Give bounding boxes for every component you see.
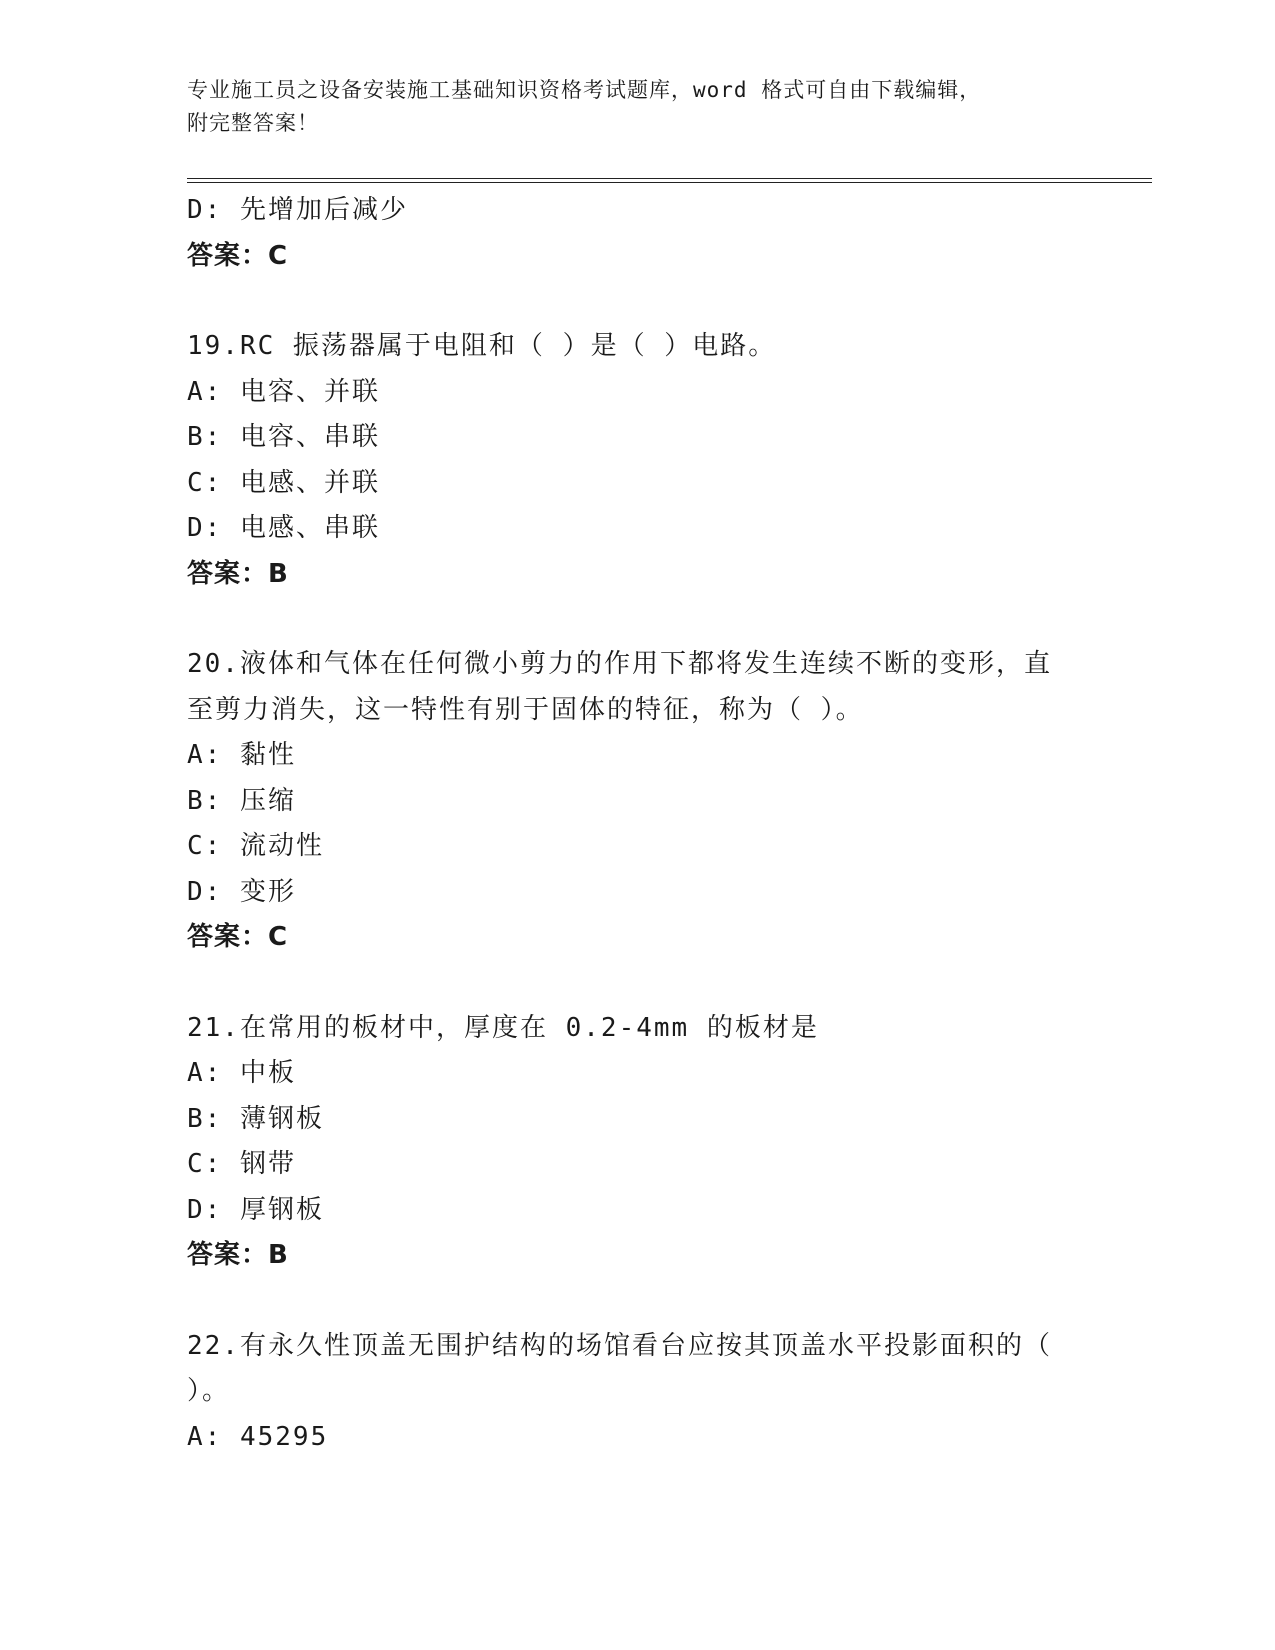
option-d: D: 变形 (187, 876, 296, 907)
spacer (187, 597, 1087, 642)
question-block-18 (187, 188, 1087, 279)
question-text: 21.在常用的板材中，厚度在 0.2-4mm 的板材是 (187, 1012, 819, 1043)
option-d: D: 电感、串联 (187, 513, 380, 543)
spacer (187, 1279, 1087, 1324)
question-block-22 (187, 1324, 1087, 1461)
option-b: B: 电容、串联 (187, 422, 380, 452)
answer-line: 答案：B (187, 558, 289, 589)
option-d: D: 先增加后减少 (187, 195, 408, 225)
header-line-2: 附完整答案！ (187, 111, 319, 135)
question-text: 19.RC 振荡器属于电阻和（ ）是（ ）电路。 (187, 331, 777, 361)
document-header (187, 74, 1087, 140)
question-block-20 (187, 642, 1087, 961)
option-a: A: 45295 (187, 1421, 329, 1452)
option-a: A: 中板 (187, 1058, 296, 1088)
answer-line: 答案：C (187, 922, 289, 952)
option-a: A: 黏性 (187, 740, 296, 770)
question-block-19 (187, 324, 1087, 597)
option-b: B: 压缩 (187, 785, 296, 816)
question-text-line-1: 20.液体和气体在任何微小剪力的作用下都将发生连续不断的变形，直 (187, 649, 1052, 679)
header-divider (187, 178, 1152, 183)
spacer (187, 961, 1087, 1006)
option-b: B: 薄钢板 (187, 1103, 324, 1134)
question-text-line-2: ）。 (187, 1376, 231, 1406)
answer-line: 答案：B (187, 1240, 289, 1270)
option-c: C: 流动性 (187, 831, 324, 861)
answer-line: 答案：C (187, 240, 289, 271)
question-text-line-2: 至剪力消失，这一特性有别于固体的特征，称为（ ）。 (187, 694, 864, 725)
spacer (187, 279, 1087, 324)
question-list (187, 188, 1087, 1460)
question-block-21 (187, 1006, 1087, 1279)
option-a: A: 电容、并联 (187, 376, 380, 407)
option-c: C: 电感、并联 (187, 467, 380, 498)
header-line-1: 专业施工员之设备安装施工基础知识资格考试题库，word 格式可自由下载编辑， (187, 78, 982, 102)
question-text-line-1: 22.有永久性顶盖无围护结构的场馆看台应按其顶盖水平投影面积的（ (187, 1330, 1052, 1361)
option-d: D: 厚钢板 (187, 1194, 324, 1225)
option-c: C: 钢带 (187, 1149, 296, 1179)
